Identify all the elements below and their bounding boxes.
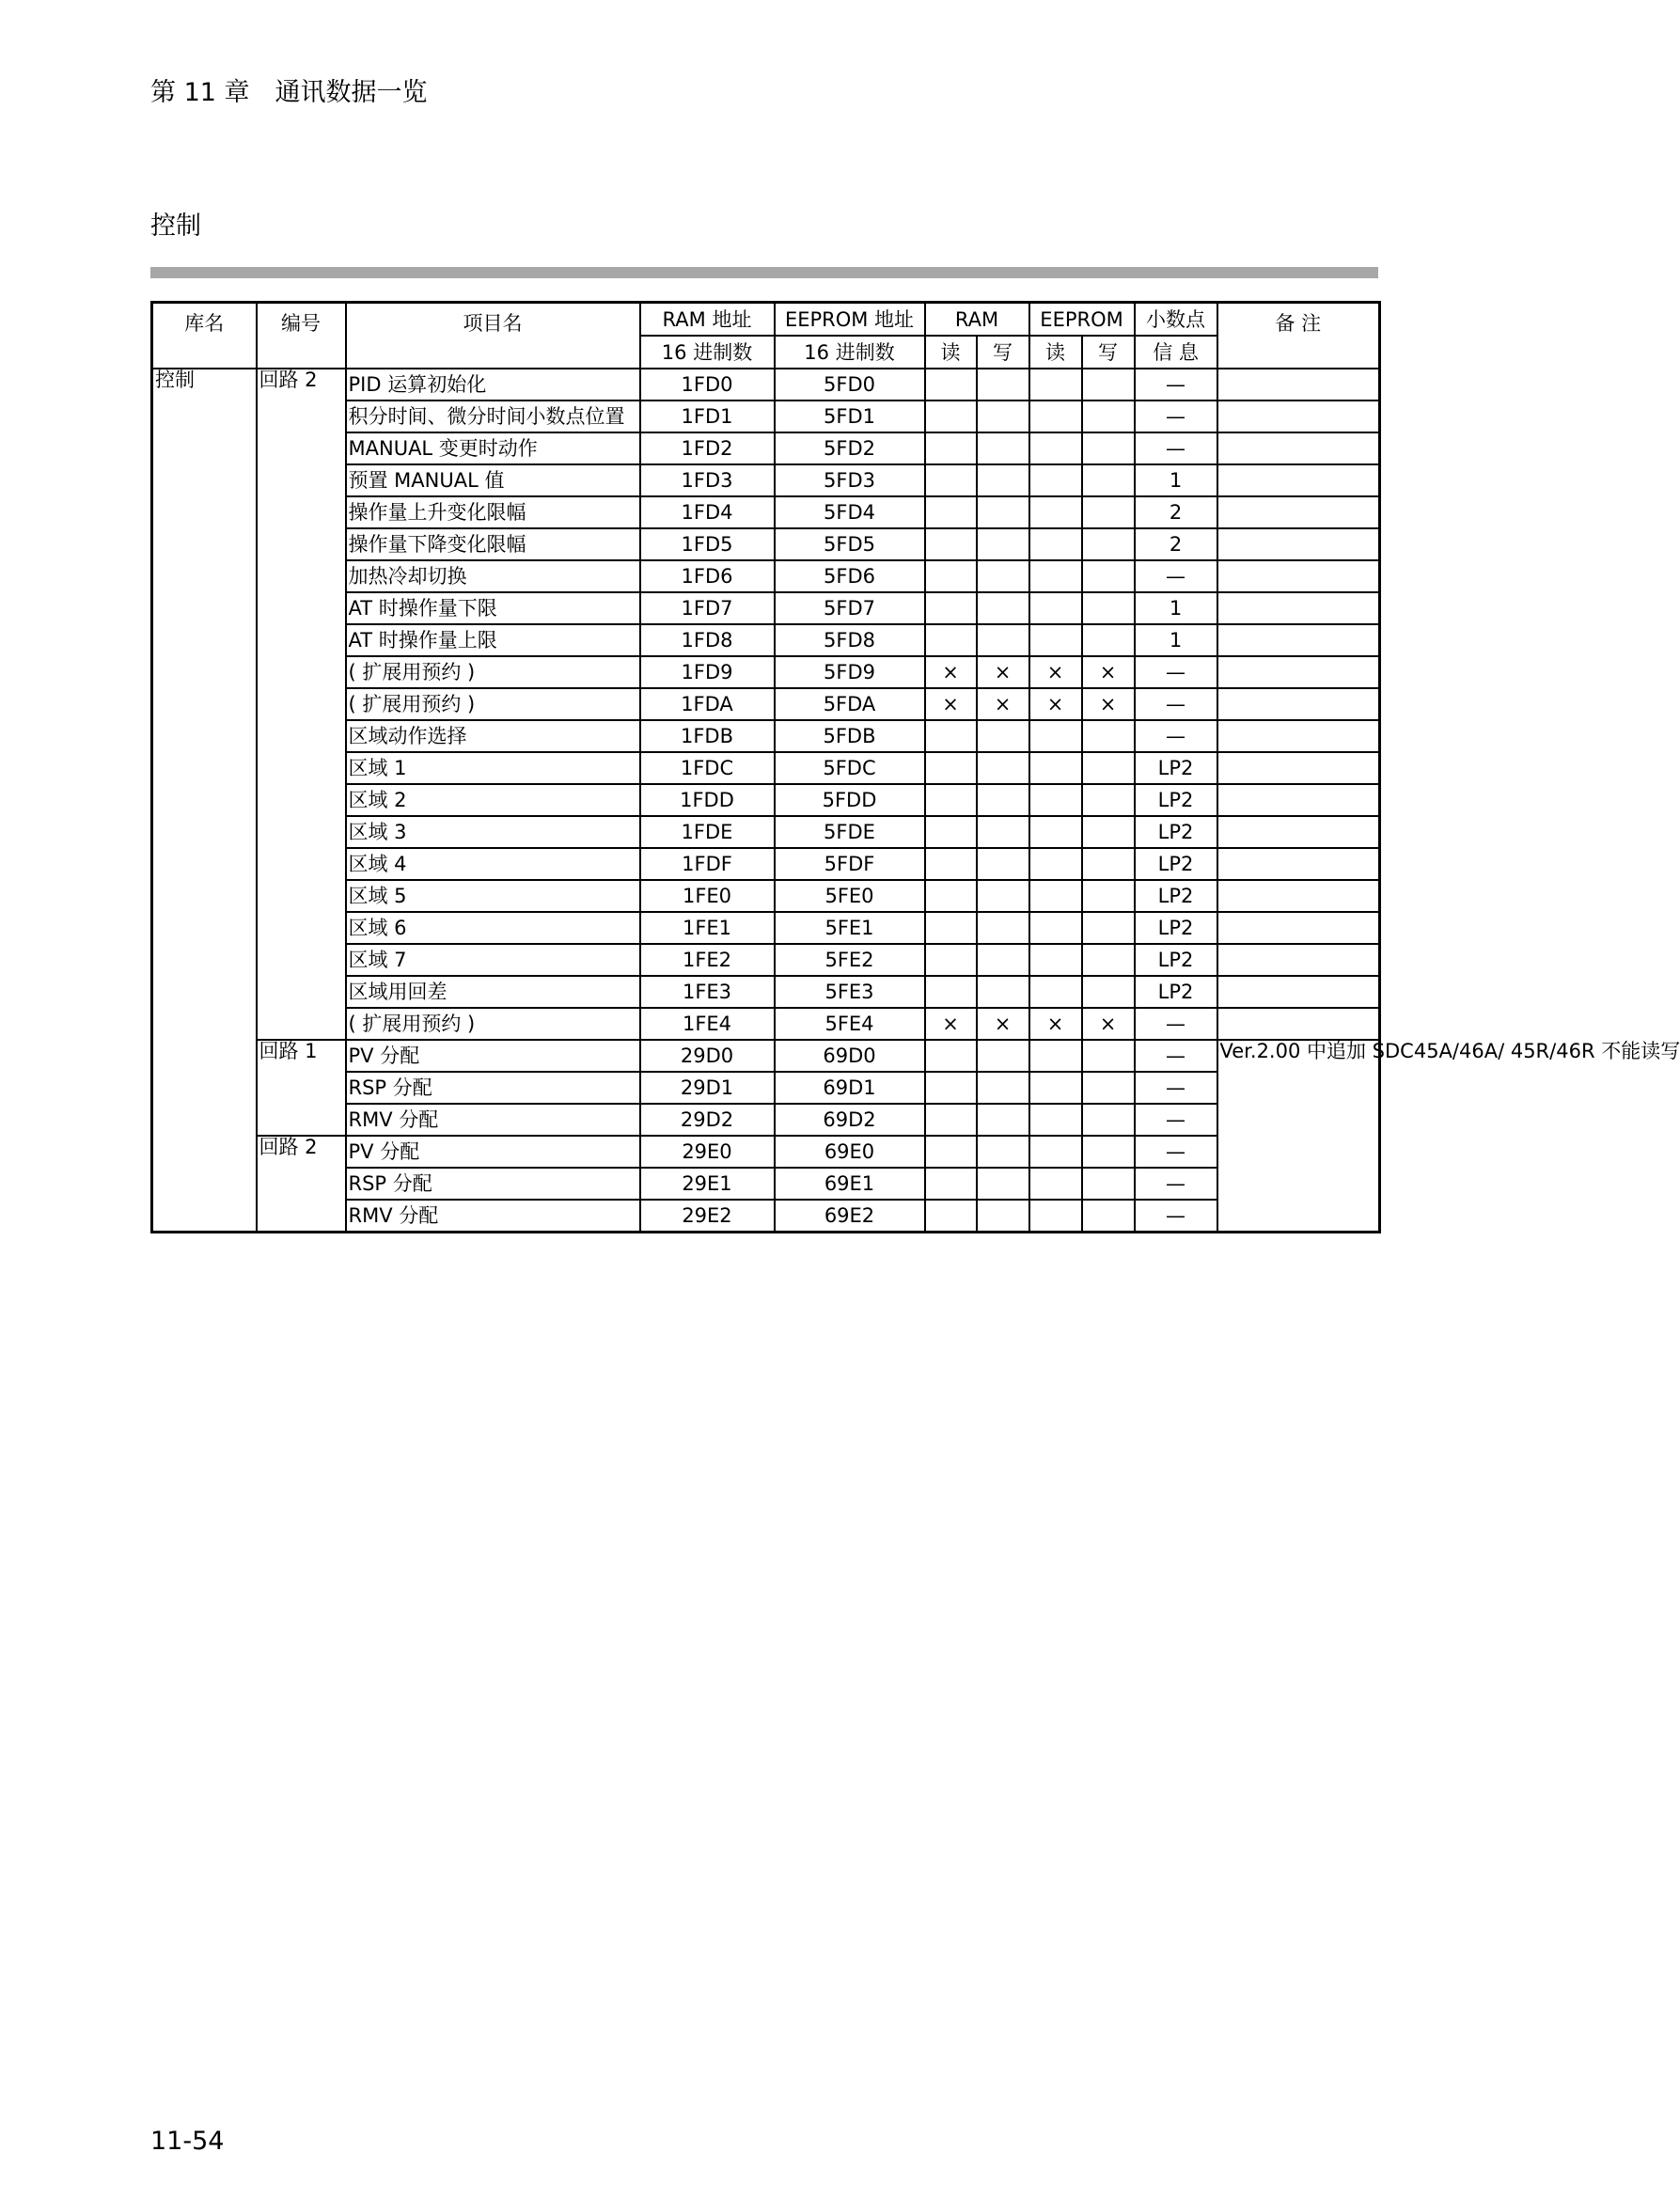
eeprom-write-cell — [1082, 401, 1135, 432]
header-eeprom-address: EEPROM 地址 — [775, 303, 925, 337]
ram-write-cell — [977, 592, 1029, 624]
ram-read-cell — [925, 848, 977, 880]
ram-write-cell — [977, 944, 1029, 976]
ram-address-cell: 1FDA — [640, 688, 775, 720]
decimal-info-cell: LP2 — [1135, 752, 1217, 784]
ram-address-cell: 1FD6 — [640, 560, 775, 592]
eeprom-write-cell — [1082, 560, 1135, 592]
ram-address-cell: 1FD3 — [640, 464, 775, 496]
remarks-cell — [1217, 369, 1380, 401]
ram-address-cell: 29D2 — [640, 1104, 775, 1136]
eeprom-address-cell: 5FD6 — [775, 560, 925, 592]
eeprom-address-cell: 69D0 — [775, 1040, 925, 1072]
remarks-cell — [1217, 688, 1380, 720]
eeprom-address-cell: 5FD9 — [775, 656, 925, 688]
ram-write-cell — [977, 560, 1029, 592]
remarks-cell — [1217, 912, 1380, 944]
eeprom-read-cell — [1029, 752, 1082, 784]
eeprom-read-cell: × — [1029, 1008, 1082, 1040]
ram-read-cell — [925, 624, 977, 656]
eeprom-read-cell — [1029, 1072, 1082, 1104]
remarks-cell — [1217, 720, 1380, 752]
item-name-cell: 区域动作选择 — [346, 720, 640, 752]
eeprom-read-cell — [1029, 624, 1082, 656]
ram-read-cell — [925, 401, 977, 432]
decimal-info-cell: — — [1135, 1200, 1217, 1233]
eeprom-write-cell — [1082, 369, 1135, 401]
ram-write-cell — [977, 1072, 1029, 1104]
ram-read-cell — [925, 944, 977, 976]
eeprom-write-cell — [1082, 912, 1135, 944]
eeprom-address-cell: 69E0 — [775, 1136, 925, 1168]
eeprom-address-cell: 5FD2 — [775, 432, 925, 464]
remarks-cell — [1217, 752, 1380, 784]
decimal-info-cell: — — [1135, 688, 1217, 720]
header-bank: 库名 — [152, 303, 257, 369]
ram-address-cell: 1FE0 — [640, 880, 775, 912]
ram-write-cell — [977, 1040, 1029, 1072]
ram-address-cell: 1FD1 — [640, 401, 775, 432]
ram-address-cell: 1FD2 — [640, 432, 775, 464]
table-row — [152, 1136, 1380, 1168]
eeprom-write-cell — [1082, 624, 1135, 656]
item-name-cell: PV 分配 — [346, 1040, 640, 1072]
ram-write-cell — [977, 464, 1029, 496]
item-name-cell: AT 时操作量下限 — [346, 592, 640, 624]
eeprom-read-cell — [1029, 1136, 1082, 1168]
eeprom-read-cell — [1029, 592, 1082, 624]
ram-read-cell: × — [925, 656, 977, 688]
item-name-cell: 操作量下降变化限幅 — [346, 528, 640, 560]
header-eeprom-read: 读 — [1029, 336, 1082, 369]
ram-read-cell — [925, 496, 977, 528]
eeprom-write-cell — [1082, 1200, 1135, 1233]
eeprom-address-cell: 5FDE — [775, 816, 925, 848]
ram-read-cell — [925, 880, 977, 912]
decimal-info-cell: 2 — [1135, 496, 1217, 528]
ram-read-cell — [925, 528, 977, 560]
ram-read-cell — [925, 1072, 977, 1104]
decimal-info-cell: — — [1135, 1136, 1217, 1168]
item-name-cell: 区域用回差 — [346, 976, 640, 1008]
decimal-info-cell: — — [1135, 1168, 1217, 1200]
remarks-cell: Ver.2.00 中追加 SDC45A/46A/ 45R/46R 不能读写 — [1217, 1040, 1380, 1233]
ram-read-cell — [925, 912, 977, 944]
communication-data-table — [150, 301, 1680, 1233]
item-name-cell: RMV 分配 — [346, 1104, 640, 1136]
decimal-info-cell: LP2 — [1135, 848, 1217, 880]
header-eeprom-hex: 16 进制数 — [775, 336, 925, 369]
remarks-cell — [1217, 784, 1380, 816]
ram-address-cell: 1FD0 — [640, 369, 775, 401]
ram-read-cell — [925, 1168, 977, 1200]
ram-address-cell: 1FD5 — [640, 528, 775, 560]
ram-write-cell — [977, 1168, 1029, 1200]
ram-write-cell: × — [977, 656, 1029, 688]
decimal-info-cell: LP2 — [1135, 880, 1217, 912]
eeprom-read-cell — [1029, 401, 1082, 432]
decimal-info-cell: — — [1135, 432, 1217, 464]
eeprom-read-cell — [1029, 784, 1082, 816]
ram-address-cell: 1FE3 — [640, 976, 775, 1008]
eeprom-write-cell — [1082, 880, 1135, 912]
header-eeprom-write: 写 — [1082, 336, 1135, 369]
eeprom-read-cell — [1029, 496, 1082, 528]
eeprom-write-cell: × — [1082, 656, 1135, 688]
eeprom-write-cell — [1082, 1040, 1135, 1072]
eeprom-write-cell — [1082, 976, 1135, 1008]
ram-write-cell — [977, 720, 1029, 752]
header-ram-address: RAM 地址 — [640, 303, 775, 337]
ram-write-cell — [977, 1136, 1029, 1168]
eeprom-write-cell — [1082, 1136, 1135, 1168]
eeprom-address-cell: 5FDC — [775, 752, 925, 784]
eeprom-address-cell: 5FD5 — [775, 528, 925, 560]
item-name-cell: 区域 6 — [346, 912, 640, 944]
header-eeprom-access: EEPROM — [1029, 303, 1135, 337]
ram-address-cell: 29E2 — [640, 1200, 775, 1233]
ram-address-cell: 1FDC — [640, 752, 775, 784]
ram-read-cell — [925, 464, 977, 496]
eeprom-address-cell: 5FE3 — [775, 976, 925, 1008]
ram-read-cell: × — [925, 688, 977, 720]
ram-read-cell — [925, 369, 977, 401]
ram-read-cell: × — [925, 1008, 977, 1040]
item-name-cell: 预置 MANUAL 值 — [346, 464, 640, 496]
remarks-cell — [1217, 401, 1380, 432]
eeprom-read-cell — [1029, 560, 1082, 592]
ram-write-cell — [977, 912, 1029, 944]
ram-write-cell — [977, 784, 1029, 816]
eeprom-read-cell — [1029, 944, 1082, 976]
ram-read-cell — [925, 784, 977, 816]
remarks-cell — [1217, 592, 1380, 624]
decimal-info-cell: — — [1135, 720, 1217, 752]
eeprom-read-cell — [1029, 464, 1082, 496]
eeprom-write-cell: × — [1082, 688, 1135, 720]
decimal-info-cell: — — [1135, 1072, 1217, 1104]
decimal-info-cell: — — [1135, 1008, 1217, 1040]
item-name-cell: ( 扩展用预约 ) — [346, 688, 640, 720]
ram-read-cell — [925, 976, 977, 1008]
eeprom-address-cell: 5FDB — [775, 720, 925, 752]
item-name-cell: AT 时操作量上限 — [346, 624, 640, 656]
eeprom-read-cell: × — [1029, 688, 1082, 720]
eeprom-address-cell: 5FD1 — [775, 401, 925, 432]
header-ram-read: 读 — [925, 336, 977, 369]
ram-write-cell — [977, 528, 1029, 560]
eeprom-address-cell: 69D2 — [775, 1104, 925, 1136]
ram-address-cell: 1FD7 — [640, 592, 775, 624]
decimal-info-cell: LP2 — [1135, 976, 1217, 1008]
remarks-cell — [1217, 816, 1380, 848]
eeprom-read-cell — [1029, 848, 1082, 880]
remarks-cell — [1217, 464, 1380, 496]
item-name-cell: 区域 1 — [346, 752, 640, 784]
remarks-cell — [1217, 624, 1380, 656]
ram-write-cell — [977, 496, 1029, 528]
item-name-cell: 区域 2 — [346, 784, 640, 816]
decimal-info-cell: 1 — [1135, 592, 1217, 624]
item-name-cell: 操作量上升变化限幅 — [346, 496, 640, 528]
eeprom-address-cell: 5FE4 — [775, 1008, 925, 1040]
remarks-cell — [1217, 976, 1380, 1008]
eeprom-read-cell — [1029, 816, 1082, 848]
eeprom-address-cell: 5FE0 — [775, 880, 925, 912]
eeprom-address-cell: 5FD3 — [775, 464, 925, 496]
ram-write-cell: × — [977, 1008, 1029, 1040]
ram-address-cell: 29D0 — [640, 1040, 775, 1072]
ram-read-cell — [925, 1104, 977, 1136]
eeprom-address-cell: 5FD4 — [775, 496, 925, 528]
header-ram-hex: 16 进制数 — [640, 336, 775, 369]
eeprom-read-cell — [1029, 1168, 1082, 1200]
ram-write-cell — [977, 401, 1029, 432]
ram-write-cell — [977, 880, 1029, 912]
decimal-info-cell: — — [1135, 656, 1217, 688]
ram-address-cell: 29E0 — [640, 1136, 775, 1168]
ram-read-cell — [925, 592, 977, 624]
ram-write-cell — [977, 624, 1029, 656]
ram-address-cell: 29D1 — [640, 1072, 775, 1104]
decimal-info-cell: LP2 — [1135, 784, 1217, 816]
item-name-cell: RSP 分配 — [346, 1168, 640, 1200]
ram-read-cell — [925, 720, 977, 752]
eeprom-write-cell — [1082, 816, 1135, 848]
remarks-cell — [1217, 656, 1380, 688]
item-name-cell: 加热冷却切换 — [346, 560, 640, 592]
decimal-info-cell: — — [1135, 1104, 1217, 1136]
table-row — [152, 369, 1380, 401]
loop-number-cell: 回路 2 — [257, 369, 346, 1040]
item-name-cell: PV 分配 — [346, 1136, 640, 1168]
ram-write-cell — [977, 369, 1029, 401]
decimal-info-cell: — — [1135, 401, 1217, 432]
remarks-cell — [1217, 1008, 1380, 1040]
decimal-info-cell: — — [1135, 1040, 1217, 1072]
header-item-name: 项目名 — [346, 303, 640, 369]
eeprom-read-cell — [1029, 1040, 1082, 1072]
remarks-cell — [1217, 880, 1380, 912]
eeprom-address-cell: 69E1 — [775, 1168, 925, 1200]
ram-address-cell: 1FE1 — [640, 912, 775, 944]
eeprom-read-cell — [1029, 880, 1082, 912]
decimal-info-cell: 1 — [1135, 624, 1217, 656]
eeprom-write-cell — [1082, 944, 1135, 976]
eeprom-address-cell: 5FDA — [775, 688, 925, 720]
decimal-info-cell: LP2 — [1135, 816, 1217, 848]
item-name-cell: 积分时间、微分时间小数点位置 — [346, 401, 640, 432]
eeprom-address-cell: 5FD7 — [775, 592, 925, 624]
eeprom-write-cell — [1082, 784, 1135, 816]
header-decimal-point: 小数点 — [1135, 303, 1217, 337]
ram-read-cell — [925, 432, 977, 464]
eeprom-address-cell: 5FE1 — [775, 912, 925, 944]
eeprom-write-cell — [1082, 432, 1135, 464]
eeprom-address-cell: 69E2 — [775, 1200, 925, 1233]
eeprom-address-cell: 5FE2 — [775, 944, 925, 976]
item-name-cell: PID 运算初始化 — [346, 369, 640, 401]
header-ram-write: 写 — [977, 336, 1029, 369]
eeprom-read-cell — [1029, 432, 1082, 464]
table-row — [152, 1040, 1380, 1072]
eeprom-read-cell — [1029, 528, 1082, 560]
ram-read-cell — [925, 560, 977, 592]
eeprom-write-cell — [1082, 464, 1135, 496]
remarks-cell — [1217, 944, 1380, 976]
ram-read-cell — [925, 1136, 977, 1168]
item-name-cell: 区域 7 — [346, 944, 640, 976]
item-name-cell: RSP 分配 — [346, 1072, 640, 1104]
ram-address-cell: 29E1 — [640, 1168, 775, 1200]
chapter-heading: 第 11 章 通讯数据一览 — [150, 78, 428, 107]
eeprom-read-cell — [1029, 912, 1082, 944]
ram-read-cell — [925, 752, 977, 784]
ram-address-cell: 1FD4 — [640, 496, 775, 528]
item-name-cell: ( 扩展用预约 ) — [346, 656, 640, 688]
bank-name-cell: 控制 — [152, 369, 257, 1233]
eeprom-write-cell — [1082, 1168, 1135, 1200]
eeprom-write-cell — [1082, 1072, 1135, 1104]
ram-write-cell — [977, 1200, 1029, 1233]
ram-read-cell — [925, 1200, 977, 1233]
item-name-cell: RMV 分配 — [346, 1200, 640, 1233]
eeprom-read-cell — [1029, 720, 1082, 752]
ram-write-cell — [977, 816, 1029, 848]
eeprom-read-cell — [1029, 369, 1082, 401]
loop-number-cell: 回路 2 — [257, 1136, 346, 1233]
item-name-cell: 区域 5 — [346, 880, 640, 912]
header-decimal-info: 信 息 — [1135, 336, 1217, 369]
eeprom-address-cell: 5FDF — [775, 848, 925, 880]
loop-number-cell: 回路 1 — [257, 1040, 346, 1136]
decimal-info-cell: — — [1135, 560, 1217, 592]
ram-address-cell: 1FD9 — [640, 656, 775, 688]
item-name-cell: MANUAL 变更时动作 — [346, 432, 640, 464]
ram-address-cell: 1FDF — [640, 848, 775, 880]
ram-write-cell: × — [977, 688, 1029, 720]
ram-write-cell — [977, 976, 1029, 1008]
eeprom-address-cell: 5FDD — [775, 784, 925, 816]
item-name-cell: 区域 4 — [346, 848, 640, 880]
eeprom-write-cell — [1082, 752, 1135, 784]
eeprom-read-cell — [1029, 1200, 1082, 1233]
eeprom-address-cell: 5FD0 — [775, 369, 925, 401]
eeprom-read-cell — [1029, 1104, 1082, 1136]
eeprom-write-cell — [1082, 1104, 1135, 1136]
eeprom-write-cell: × — [1082, 1008, 1135, 1040]
eeprom-address-cell: 5FD8 — [775, 624, 925, 656]
ram-write-cell — [977, 752, 1029, 784]
header-number: 编号 — [257, 303, 346, 369]
eeprom-address-cell: 69D1 — [775, 1072, 925, 1104]
ram-read-cell — [925, 816, 977, 848]
eeprom-read-cell: × — [1029, 656, 1082, 688]
eeprom-read-cell — [1029, 976, 1082, 1008]
ram-address-cell: 1FDE — [640, 816, 775, 848]
ram-write-cell — [977, 432, 1029, 464]
eeprom-write-cell — [1082, 592, 1135, 624]
header-remarks: 备 注 — [1217, 303, 1380, 369]
item-name-cell: ( 扩展用预约 ) — [346, 1008, 640, 1040]
ram-address-cell: 1FE4 — [640, 1008, 775, 1040]
item-name-cell: 区域 3 — [346, 816, 640, 848]
section-divider — [150, 267, 1378, 278]
ram-address-cell: 1FDD — [640, 784, 775, 816]
decimal-info-cell: 2 — [1135, 528, 1217, 560]
decimal-info-cell: LP2 — [1135, 944, 1217, 976]
remarks-cell — [1217, 432, 1380, 464]
ram-address-cell: 1FDB — [640, 720, 775, 752]
ram-write-cell — [977, 1104, 1029, 1136]
ram-address-cell: 1FD8 — [640, 624, 775, 656]
decimal-info-cell: — — [1135, 369, 1217, 401]
section-title: 控制 — [150, 212, 201, 241]
page-number: 11-54 — [150, 2127, 225, 2156]
remarks-cell — [1217, 560, 1380, 592]
decimal-info-cell: LP2 — [1135, 912, 1217, 944]
eeprom-write-cell — [1082, 496, 1135, 528]
remarks-cell — [1217, 528, 1380, 560]
eeprom-write-cell — [1082, 528, 1135, 560]
ram-write-cell — [977, 848, 1029, 880]
remarks-cell — [1217, 496, 1380, 528]
eeprom-write-cell — [1082, 848, 1135, 880]
ram-read-cell — [925, 1040, 977, 1072]
decimal-info-cell: 1 — [1135, 464, 1217, 496]
eeprom-write-cell — [1082, 720, 1135, 752]
remarks-cell — [1217, 848, 1380, 880]
header-ram-access: RAM — [925, 303, 1029, 337]
ram-address-cell: 1FE2 — [640, 944, 775, 976]
